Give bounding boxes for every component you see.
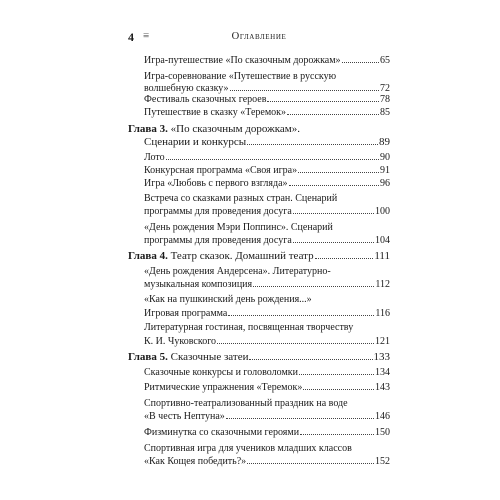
toc-entry: Конкурсная программа «Своя игра» 91 <box>144 165 390 176</box>
toc-entry: Игра-соревнование «Путешествие в русскую <box>144 71 337 82</box>
toc-chapter: Глава 5. Сказочные затеи 133 <box>128 351 390 363</box>
toc-entry: «Как Кощея победить?» 152 <box>144 456 390 467</box>
toc-entry: «День рождения Андерсена». Литературно- <box>144 266 331 277</box>
running-title: Оглавление <box>231 31 287 42</box>
toc-entry: К. И. Чуковского 121 <box>144 336 390 347</box>
toc-entry: «День рождения Мэри Поппинс». Сценарий <box>144 222 333 233</box>
toc-entry: Ритмические упражнения «Теремок» 143 <box>144 382 390 393</box>
toc-entry: Лото 90 <box>144 152 390 163</box>
toc-chapter: Глава 4. Театр сказок. Домашний театр 111 <box>128 250 390 262</box>
page-header <box>128 30 390 46</box>
toc-entry: Игра «Любовь с первого взгляда» 96 <box>144 178 390 189</box>
toc-chapter-continuation: Сценарии и конкурсы 89 <box>144 136 390 148</box>
toc-entry: Фестиваль сказочных героев 78 <box>144 94 390 105</box>
toc-entry: Физминутка со сказочными героями 150 <box>144 427 390 438</box>
toc-entry: Встреча со сказками разных стран. Сценарий <box>144 193 338 204</box>
header-separator-glyph: ≡ <box>143 30 150 42</box>
toc-entry: Путешествие в сказку «Теремок» 85 <box>144 107 390 118</box>
toc-entry: «Как на пушкинский день рождения...» <box>144 294 312 305</box>
toc-entry: Игровая программа 116 <box>144 308 390 319</box>
toc-entry: Спортивно-театрализованный праздник на воде <box>144 398 348 409</box>
toc-entry: программы для проведения досуга 104 <box>144 235 390 246</box>
toc-entry: Игра-путешествие «По сказочным дорожкам» 65 <box>144 55 390 66</box>
toc-chapter: Глава 3. «По сказочным дорожкам». <box>128 123 300 135</box>
toc-entry: Литературная гостиная, посвященная творчеству <box>144 322 354 333</box>
page-number: 4 <box>128 30 134 44</box>
toc-entry: программы для проведения досуга 100 <box>144 206 390 217</box>
toc-entry: Сказочные конкурсы и головоломки 134 <box>144 367 390 378</box>
toc-entry: «В честь Нептуна» 146 <box>144 411 390 422</box>
toc-entry: музыкальная композиция 112 <box>144 279 390 290</box>
toc-entry: Спортивная игра для учеников младших классов <box>144 443 352 454</box>
toc-entry: волшебную сказку» 72 <box>144 83 390 94</box>
